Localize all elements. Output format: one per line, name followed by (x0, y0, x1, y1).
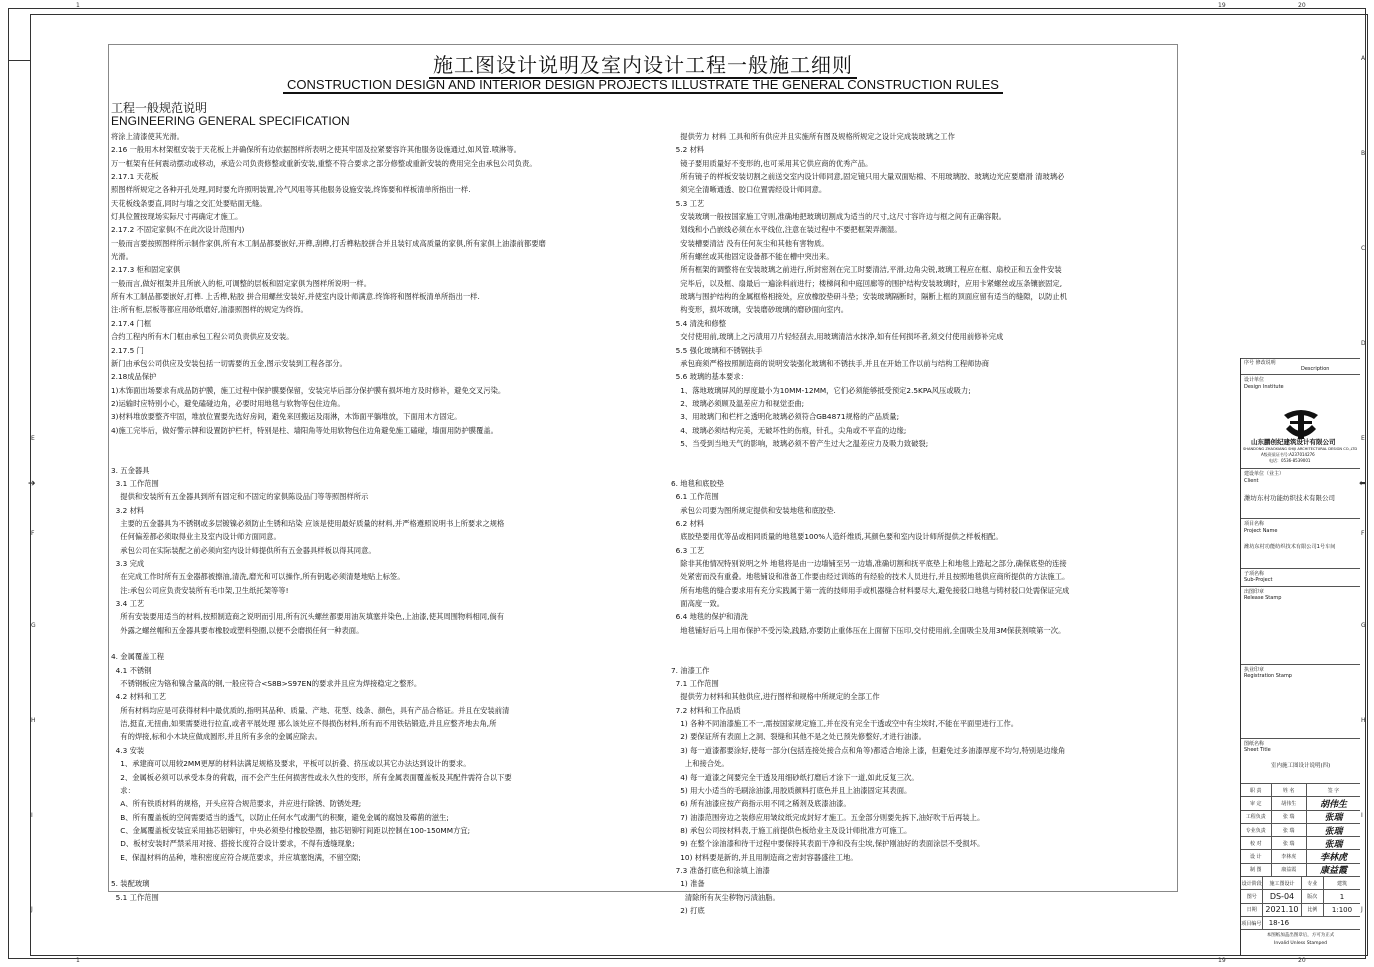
text-line: 2.17.1 天花板 (111, 172, 159, 182)
text-line: 将涂上清漆使其光滑。 (111, 132, 184, 141)
text-line: 6.4 地毯的保护和清洗 (671, 612, 748, 622)
text-line: 2、金属板必须可以承受本身的荷载，而不会产生任何损害性或永久性的变形，所有金属表面覆盖板及其配件需符合以下要 (111, 772, 512, 782)
text-line: 3)材料堆放要整齐牢固，堆放位置要先选好房间，避免来回搬运及雨淋，木饰面平躺堆放，下面用木方固定。 (111, 412, 462, 422)
text-line: 7) 油漆范围旁边之装修应用皱纹纸完成封好才施工。五金部分则要先拆下,油好吹干后再装上。 (671, 812, 985, 822)
text-line: 镜子要用质量好不变形的,也可采用其它供应商的优秀产品。 (671, 158, 873, 168)
role-label: 设 计 (1241, 850, 1272, 862)
row-letter-left: F (31, 530, 35, 537)
text-line (111, 450, 656, 463)
section-heading-en: ENGINEERING GENERAL SPECIFICATION (111, 114, 350, 128)
document-title-en: CONSTRUCTION DESIGN AND INTERIOR DESIGN PROJECTS ILLUSTRATE THE GENERAL CONSTRUCTION RULES (109, 77, 1177, 92)
row-letter: A (1361, 55, 1366, 62)
text-line: 任何偏差都必须取得业主及室内设计师方面同意。 (111, 532, 281, 542)
text-line (671, 650, 1171, 663)
release-stamp-label: 出图印章 (1244, 589, 1265, 595)
role-label: 审 定 (1241, 797, 1272, 809)
company-name: 山东鹏创纪建筑设计有限公司 (1251, 438, 1336, 446)
text-line: 安装玻璃一般按国家施工守则,准确地把玻璃切割成为适当的尺寸,这尺寸容许边与框之间有正确容限。 (671, 212, 1006, 222)
signature: 张瑞 (1324, 813, 1343, 823)
text-line: 3.2 材料 (111, 505, 145, 515)
grid-number-top-19: 19 (1218, 2, 1226, 9)
release-stamp-label-en: Release Stamp (1244, 595, 1282, 601)
text-line: 完毕后，以及框、扇最后一遍涂料前进行；楼梯间和中庭回廊等的围护结构安装玻璃时，应用卡紧螺丝或压条镶嵌固定, (671, 278, 1063, 288)
text-line: 灯具位置按现场实际尺寸再确定才施工。 (111, 212, 243, 222)
row-letter: C (1361, 245, 1366, 252)
scale-value: 1:100 (1331, 905, 1353, 914)
text-line: 底胶垫要用优等品或相同质量的地毯要100%人造纤维质,其颜色要和室内设计师所提供之样板相配。 (671, 532, 1003, 542)
text-line: 提供劳力材料和其他供应,进行图样和规格中所规定的全部工作 (671, 692, 880, 702)
signature: 张瑞 (1324, 826, 1343, 837)
text-line: C、金属覆盖板安装宜采用抽芯铝铆钉，中央必须垫付橡胶垫圈，抽芯铝铆钉间距以控制在100-150MM方宜; (111, 825, 471, 835)
text-line: 4.3 安装 (111, 745, 145, 755)
row-letter: H (1361, 717, 1366, 724)
person-name: 张 瑞 (1272, 837, 1307, 849)
revision-label-en: Description (1301, 366, 1330, 372)
signature: 胡伟生 (1319, 799, 1347, 810)
signature: 张瑞 (1324, 839, 1343, 850)
text-line: 5.6 玻璃的基本要求： (671, 372, 748, 382)
person-name: 张 瑞 (1272, 824, 1307, 836)
version-label: 版次 (1302, 890, 1324, 902)
person-name: 胡伟生 (1272, 797, 1307, 809)
project-label: 项目名称 (1244, 521, 1265, 527)
center-mark-right: ⬅ (1359, 479, 1367, 489)
text-line: 7.2 材料和工作品质 (671, 705, 741, 715)
sheet-no-label: 图号 (1241, 890, 1263, 902)
text-line: 外露之螺丝帽和五金器具要布橡胶或塑料垫圈,以便不会磨损任何一种表面。 (111, 625, 364, 635)
text-line: 6.3 工艺 (671, 545, 705, 555)
specialty-value: 建筑 (1336, 880, 1347, 887)
text-line: 1) 准备 (671, 879, 705, 889)
row-letter: B (1361, 150, 1366, 157)
project-label-en: Project Name (1244, 528, 1278, 534)
text-line: 构变形，损坏玻璃，安装磨砂玻璃的磨砂面向室内。 (671, 305, 849, 315)
text-line: 3.4 工艺 (111, 599, 145, 609)
registration-stamp-label: 执业印章 (1244, 667, 1265, 673)
text-line: 7. 油漆工作 (671, 665, 710, 675)
text-line: 2.17.4 门框 (111, 318, 152, 328)
sheet-no-value: DS-04 (1263, 890, 1301, 902)
specialty-label: 专业 (1302, 877, 1324, 889)
row-letter-left: I (31, 812, 33, 819)
text-line: 2.17.5 门 (111, 345, 144, 355)
text-line: 5.2 材料 (671, 145, 705, 155)
text-line: 4. 金属覆盖工程 (111, 652, 165, 662)
company-certificate: A级资质证书号:A237014276 (1261, 452, 1315, 457)
text-line: 2.17.2 不固定家俱(不在此次设计范围内) (111, 225, 245, 235)
person-name: 李林虎 (1272, 850, 1307, 862)
text-line: 承包公司要为图所规定提供和安装地毯和底胶垫. (671, 505, 836, 515)
row-letter-left: G (31, 622, 36, 629)
text-line: 8) 承包公司按材料表,于施工前提供色板给业主及设计师批准方可施工。 (671, 825, 912, 835)
text-line: 4.2 材料和工艺 (111, 692, 167, 702)
text-line: 在完成工作时所有五金器都被擦油,清洗,磨光和可以操作,所有钥匙必须清楚地贴上标签。 (111, 572, 405, 582)
text-line: 所有地毯的缝合要求用有充分实践属于第一流的技师用手或机器缝合材料要尽大,避免接驳口地毯与铸材驳口处需保证完成 (671, 585, 1070, 595)
left-text-column (111, 130, 656, 904)
text-line: 求： (111, 785, 135, 795)
text-line (671, 637, 1171, 650)
text-line: 须完全清晰通透、胶口位置需经设计师同意。 (671, 185, 827, 195)
design-institute-en: Design Institute (1244, 384, 1284, 390)
row-letter: D (1361, 340, 1366, 347)
text-line: 4.1 不锈钢 (111, 665, 152, 675)
text-line: 1、承建商可以用较2MM更厚的材料法满足规格及要求，平板可以折叠、挤压或以其它办法达到设计的要求。 (111, 759, 471, 769)
text-line: 所有框架的调整将在安装玻璃之前进行,所封密剂在完工时要清洁,平滑,边角尖锐,玻璃工程应在框、扇校正和五金件安装 (671, 265, 1062, 275)
row-letter: E (1361, 435, 1365, 442)
text-line: 提供和安装所有五金器具到所有固定和不固定的家俱陈设品门等等照图样所示 (111, 492, 369, 502)
grid-header: 职 责 (1241, 784, 1272, 796)
text-line: 所有螺丝或其他固定设备都不能在槽中突出来。 (671, 252, 834, 262)
approval-grid (1241, 783, 1360, 947)
text-line: 4)施工完毕后，做好警示牌和设置防护栏杆，特别是柱、墙阳角等处用软物包住边角避免施工磕碰，墙面用防护膜覆盖。 (111, 425, 498, 435)
text-line: 注:承包公司应负责安装所有毛巾架,卫生纸托架等等! (111, 585, 289, 595)
right-text-column (671, 130, 1171, 917)
company-phone: 电话：0536-8539001 (1269, 458, 1311, 463)
project-name: 潍坊东村功能纺织技术有限公司1号车间 (1244, 544, 1336, 550)
registration-stamp-label-en: Registration Stamp (1244, 673, 1292, 679)
text-line: B、所有覆盖板的空间需要适当的透气，以防止任何水气或潮气的积聚，避免金属的腐蚀及霉菌的滋生; (111, 812, 449, 822)
text-line: 6.1 工作范围 (671, 492, 719, 502)
client-label: 建设单位（业主） (1244, 471, 1285, 477)
project-no-label: 项目编号 (1241, 917, 1263, 929)
row-letter-left: H (31, 717, 36, 724)
row-letter-left: J (31, 906, 33, 913)
sheet-title-label-en: Sheet Title (1244, 747, 1271, 753)
grid-number-bottom-1: 1 (76, 957, 80, 964)
text-line: 3、用玻璃门和栏杆之透明化玻璃必须符合GB4871规格的产品质量; (671, 412, 900, 422)
footer-note: 本图纸加盖出图章后，方可为正式 (1266, 932, 1335, 938)
text-line: 6) 所有油漆应按产商指示用不同之稀剂及底漆油漆。 (671, 799, 851, 809)
text-line: 5、当受到当地天气的影响，玻璃必须不曾产生过大之温差应力及吸力致破裂; (671, 438, 929, 448)
text-line: 5.4 清洗和修整 (671, 318, 727, 328)
text-line (111, 437, 656, 450)
text-line: 一般而言,做好框架并且所嵌入的柜,可调整的层板和固定家俱为图样所说明一样。 (111, 278, 372, 288)
content-area (108, 44, 1178, 915)
text-line: 2) 要保证所有表面上之洞、裂缝和其他不是之处已预先修整好,才进行油漆。 (671, 732, 926, 742)
signature: 李林虎 (1319, 853, 1347, 863)
text-line: 5. 装配玻璃 (111, 879, 150, 889)
text-line: 1)木饰面出场要求有成品防护膜，施工过程中保护膜要保留，安装完毕后部分保护膜有损坏地方及时修补，避免交叉污染。 (111, 385, 506, 395)
text-line: 上和接合处。 (671, 759, 729, 769)
text-line (111, 864, 656, 877)
role-label: 制 图 (1241, 864, 1272, 876)
text-line: 除非其他情况特别说明之外 地毯将是由一边墙铺至另一边墙,准确切割和抚平底垫上和地毯上踏起之部分,确保底垫的连接 (671, 559, 1067, 568)
text-line: 7.3 准备打底色和涂填上油漆 (671, 865, 770, 875)
center-mark-left: ➔ (28, 479, 36, 489)
text-line: 交付使用前,玻璃上之污渍用刀片轻轻刮去,用玻璃清洁水抹净,如有任何损坏者,须交付使用前修补完成 (671, 332, 1004, 342)
text-line: 2、玻璃必须顾及温差应力和视觉歪曲; (671, 398, 805, 408)
text-line: 6. 地毯和底胶垫 (671, 478, 725, 488)
text-line: 一般而言要按照图样所示制作家俱,所有木工制品都要嵌好,开榫,刮榫,打舌榫粘胶拼合并且装钉成高质量的家俱,所有家俱上油漆前都要磨 (111, 238, 546, 248)
text-line: 承包公司在实际装配之前必须向室内设计师提供所有五金器具样板以得其同意。 (111, 545, 376, 555)
text-line: 3.3 完成 (111, 559, 145, 568)
grid-header: 姓 名 (1272, 784, 1307, 796)
grid-number-top-1: 1 (76, 2, 80, 9)
text-line: A、所有铁质材料的规格，开头应符合规范要求，并应进行除锈、防锈处理; (111, 799, 362, 809)
company-name-en: SHANDONG ZHAOXIANG SHIJI ARCHITECTURAL DESIGN CO.,LTD (1243, 447, 1358, 451)
text-line: 1) 各种不同油漆施工不一,需按国家规定施工,并在没有完全干透或空中有尘埃时,不能在平面里进行工作。 (671, 719, 1019, 729)
text-line: 地毯铺好后马上用布保护不受污染,践踏,亦要防止重体压在上面留下压印,交付使用前,全面吸尘及用3M保获剂喷第一次。 (671, 625, 1066, 635)
text-line: 处紧密而没有重叠。地毯铺设和准备工作要由经过训练的有经验的技术人员进行,并且按照地毯供应商所提供的方法施工。 (671, 572, 1070, 582)
stage-value: 施工图设计 (1263, 877, 1301, 889)
version-value: 1 (1339, 892, 1345, 901)
text-line: 安装槽要清洁 没有任何灰尘和其他有害物质。 (671, 238, 829, 248)
sub-project-label-en: Sub-Project (1244, 577, 1273, 583)
text-line: 主要的五金器具为不锈钢或多层镀镍必须防止生锈和玷染 应该是使用最好质量的材料,并严格遵照说明书上所要求之规格 (111, 518, 505, 528)
client-name: 潍坊东村功能纺织技术有限公司 (1244, 494, 1335, 502)
text-line: 照图样所规定之各种开孔处理,同时要允许照明装置,冷气风咀等其他服务设施安装,终饰要和样板清单所指出一样. (111, 185, 471, 195)
text-line: 天花板线条要直,同时与墙之交汇处要贴面无缝。 (111, 198, 267, 208)
text-line: 承包商须严格按照制造商的说明安装强化玻璃和不锈扶手,并且在开始工作以前与结构工程师协商 (671, 358, 990, 368)
text-line: 提供劳力 材料 工具和所有供应并且实施所有图及规格所规定之设计完成装玻璃之工作 (671, 132, 955, 141)
text-line: 划线和小凸嵌线必须在水平线位,注意在装过程中不要把框架弄潮湿。 (671, 225, 902, 235)
person-name: 康益霞 (1272, 864, 1307, 876)
grid-number-bottom-20: 20 (1298, 957, 1306, 964)
left-binding-strip (8, 60, 30, 371)
text-line: 2) 打底 (671, 905, 705, 915)
date-value: 2021.10 (1263, 904, 1301, 916)
text-line: 4) 每一道漆之间要完全干透及用细砂纸打磨后才涂下一道,如此反复三次。 (671, 772, 919, 782)
text-line (671, 450, 1171, 463)
text-line: 光滑。 (111, 252, 133, 262)
person-name: 张 瑞 (1272, 811, 1307, 823)
text-line: 10) 材料要是新的,并且用制造商之密封容器盛往工地。 (671, 852, 858, 862)
text-line: 2.16 一般用木材架框安装于天花板上并确保所有边依据图样所表明之使其牢固及拉紧要容许其他服务设施通过,如风管.喷淋等。 (111, 145, 521, 155)
row-letter-left: E (31, 435, 35, 442)
text-line: 清除所有灰尘秽物污渍油脂。 (671, 892, 780, 902)
text-line: 不锈钢板应为铬和镍含量高的钢,一般应符合<S8B>S97EN的要求并且应为焊接稳定之整形。 (111, 679, 422, 689)
text-line: 所有木工制品都要嵌好,打榫. 上舌榫,粘胶 拼合用螺丝安装好,并使室内设计师满意.终饰将和图样板清单所指出一样. (111, 292, 480, 302)
section-heading-cn: 工程一般规范说明 (111, 101, 208, 115)
text-line: 洁,挺直,无扭曲,如果需要进行拉直,或者平展处理 那么该处应不得损伤材料,所有而不用铁钻锻造,并且应整齐地去角,所 (111, 719, 497, 729)
sub-project-label: 子项名称 (1244, 571, 1265, 577)
role-label: 专业负责 (1241, 824, 1272, 836)
text-line: 3) 每一道漆都要涂好,使每一部分(包括连接处接合点和角等)都适合地涂上漆，但避免过多油漆厚度不均匀,特别是边缘角 (671, 745, 1066, 755)
grid-number-top-20: 20 (1298, 2, 1306, 9)
role-label: 校 对 (1241, 837, 1272, 849)
role-label: 工程负责 (1241, 811, 1272, 823)
text-line: 9) 在整个涂油漆和待干过程中要保持其表面干净和没有尘埃,保护刚油好的表面涂层不受损坏。 (671, 839, 985, 849)
row-letter: I (1361, 812, 1363, 819)
title-block (1240, 358, 1360, 956)
text-line: 7.1 工作范围 (671, 679, 719, 689)
text-line: 4、玻璃必须结构完美，无破坏性的伤痕，针孔，尖角或不平直的边缘; (671, 425, 907, 435)
text-line: 5.1 工作范围 (111, 892, 159, 902)
text-line: 所有镜子的样板安装切割之前送交室内设计师同意,固定镜只用大量双面贴棉、不用玻璃胶、玻璃边光应要磨滑 清玻璃必 (671, 172, 1065, 182)
row-letter: F (1361, 530, 1365, 537)
text-line: 新门由承包公司供应及安装包括一切需要的五金,图示安装到工程各部分。 (111, 358, 347, 368)
row-letter: G (1361, 622, 1366, 629)
row-letter: J (1361, 906, 1363, 913)
text-line: 6.2 材料 (671, 518, 705, 528)
text-line: 5.3 工艺 (671, 198, 705, 208)
signature: 康益霞 (1319, 866, 1347, 877)
text-line: 所有材料均应是可获得材料中最优质的,指明其品种、质量、产地、花型、线条、颜色，具有产品合格证。并且在安装前清 (111, 705, 510, 715)
text-line: 合约工程内所有木门框由承包工程公司负责供应及安装。 (111, 332, 294, 342)
grid-header: 签 字 (1327, 787, 1340, 794)
text-line (111, 637, 656, 650)
text-line: 玻璃与围护结构的金属框格相接处，应放橡胶垫研斗垫；安装玻璃隔断时，隔断上框的顶面应留有适当的缝隙，以防止机 (671, 292, 1068, 302)
text-line: 面高度一致。 (671, 599, 725, 609)
text-line: 2.18成品保护 (111, 372, 157, 382)
text-line: 2)运输时应特别小心，避免磕碰边角，必要时用地毯与软物等包住边角。 (111, 398, 345, 408)
date-label: 日期 (1241, 904, 1263, 916)
project-no-value: 18-16 (1268, 919, 1290, 928)
text-line: 3. 五金器具 (111, 465, 150, 475)
text-line: 有的焊接,标和小木块应做成圆形,并且所有多余的金属应除去。 (111, 732, 322, 742)
grid-number-bottom-19: 19 (1218, 957, 1226, 964)
text-line: 注:所有柜,层板等都应用砂纸磨好,油漆照图样的规定为终饰。 (111, 305, 308, 315)
text-line: D、板材安装时严禁采用对接、搭接长度符合设计要求，不得有透缝现象; (111, 839, 355, 849)
footer-note-en: Invalid Unless Stamped (1274, 941, 1327, 947)
text-line (671, 464, 1171, 477)
text-line: 万一框架有任何震动摆动或移动，承造公司负责修整或重新安装,重整不符合要求之部分修整或重新安装的费用完全由承包公司负责。 (111, 158, 537, 168)
text-line: 3.1 工作范围 (111, 478, 159, 488)
text-line: 所有安装要用适当的材料,按照制造商之说明而引用,所有沉头螺丝都要用油灰填塞并染色,上油漆,使其周围物料相同,倘有 (111, 612, 505, 622)
revision-label: 序号 修改说明 (1244, 360, 1276, 366)
sheet-title: 室内施工图设计说明(四) (1271, 763, 1331, 769)
text-line: 1、落地玻璃屏风的厚度最小为10MM-12MM，它们必须能够抵受预定2.5KPA风压或吸力; (671, 385, 971, 395)
text-line: 2.17.3 柜和固定家俱 (111, 265, 181, 275)
design-institute-label: 设计单位 (1244, 377, 1265, 383)
scale-label: 比例 (1302, 904, 1324, 916)
text-line: E、保温材料的品种，堆积密度应符合规范要求，并应填塞饱满，不留空隙; (111, 852, 361, 862)
document-title-cn: 施工图设计说明及室内设计工程一般施工细则 (109, 49, 1177, 78)
sheet-title-label: 图纸名称 (1244, 741, 1265, 747)
text-line: 5.5 强化玻璃和不锈钢扶手 (671, 345, 763, 355)
client-label-en: Client (1244, 478, 1259, 484)
text-line: 5) 用大小适当的毛刷涂油漆,用胶质颜料打底色并且上油漆固定其表面。 (671, 785, 912, 795)
stage-label: 设计阶段 (1241, 877, 1263, 889)
